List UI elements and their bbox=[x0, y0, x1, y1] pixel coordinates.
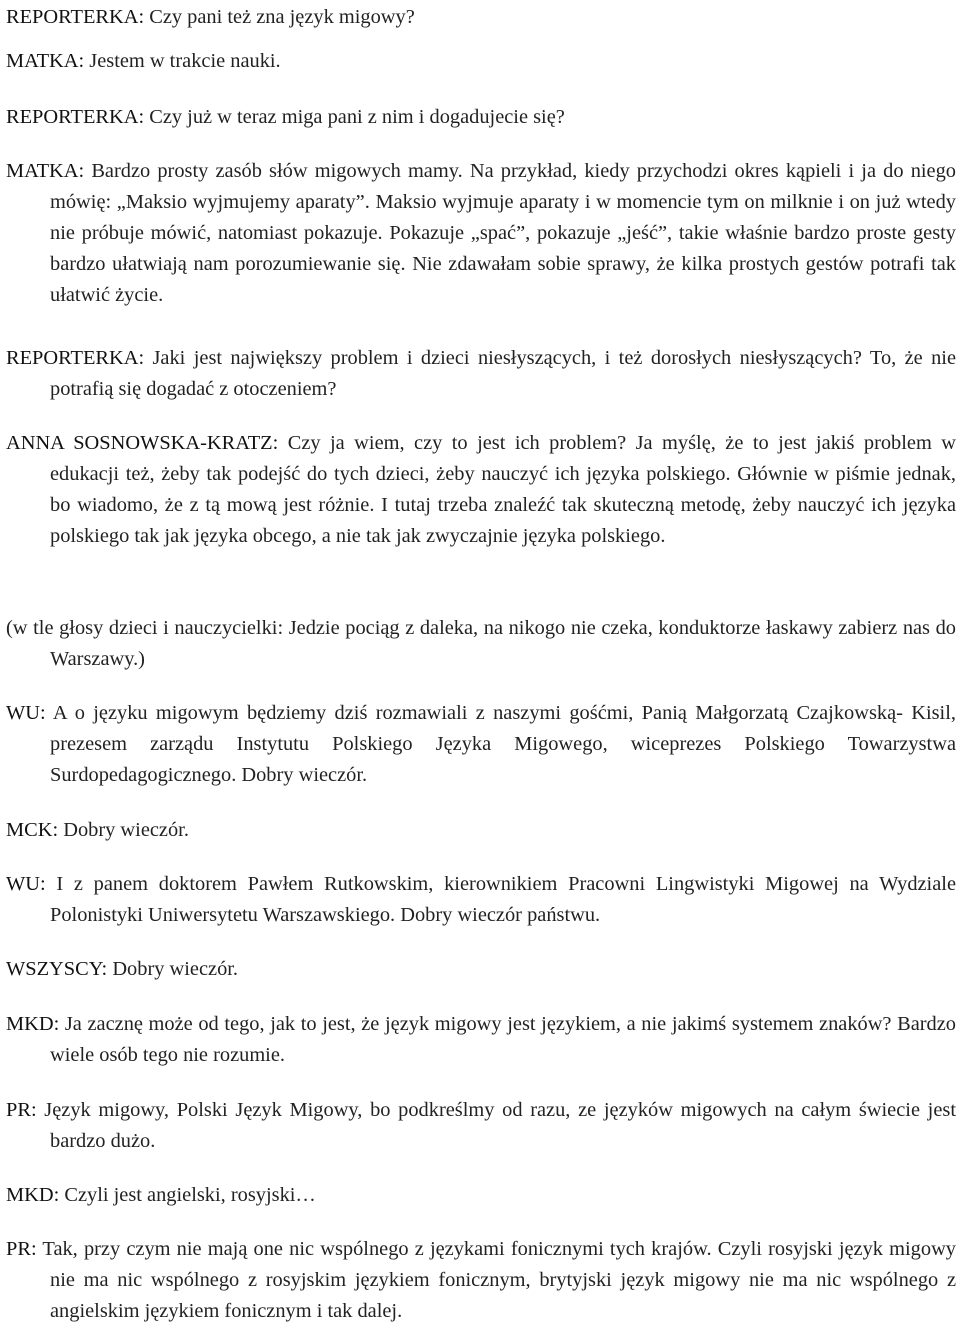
paragraph-wu-1 bbox=[6, 698, 956, 791]
speaker-label: WSZYSCY: bbox=[6, 958, 108, 980]
paragraph-text: Jestem w trakcie nauki. bbox=[84, 50, 281, 72]
speaker-label: WU: bbox=[6, 702, 46, 724]
speaker-label: PR: bbox=[6, 1238, 37, 1260]
paragraph-pr-2 bbox=[6, 1234, 956, 1327]
speaker-label: REPORTERKA: bbox=[6, 347, 145, 369]
speaker-label: ANNA SOSNOWSKA-KRATZ: bbox=[6, 432, 279, 454]
paragraph-text: Bardzo prosty zasób słów migowych mamy. Na przykład, kiedy przychodzi okres kąpieli i ja do niego mówię: „Maksio wyjmujemy aparaty”. Maksio wyjmuje aparaty i w momencie tym on milknie i on już wtedy nie próbuje mówić, natomiast pokazuje. Pokazuje „spać”, pokazuje „jeść”, takie właśnie bardzo proste gesty bardzo ułatwiają nam porozumiewanie się. Nie zdawałam sobie sprawy, że kilka prostych gestów potrafi tak ułatwić życie. bbox=[50, 160, 956, 306]
paragraph-text: Dobry wieczór. bbox=[107, 958, 239, 980]
paragraph-reporterka-1 bbox=[6, 2, 956, 33]
paragraph-reporterka-2 bbox=[6, 102, 956, 133]
paragraph-matka-1 bbox=[6, 46, 956, 77]
paragraph-text: Czyli jest angielski, rosyjski… bbox=[59, 1184, 316, 1206]
paragraph-mkd-1 bbox=[6, 1009, 956, 1071]
speaker-label: WU: bbox=[6, 873, 46, 895]
speaker-label: MKD: bbox=[6, 1184, 60, 1206]
speaker-label: PR: bbox=[6, 1099, 37, 1121]
paragraph-text: Ja zacznę może od tego, jak to jest, że język migowy jest językiem, a nie jakimś systemem znaków? Bardzo wiele osób tego nie rozumie. bbox=[50, 1013, 956, 1066]
paragraph-text: Dobry wieczór. bbox=[58, 819, 189, 841]
paragraph-wu-2 bbox=[6, 869, 956, 931]
paragraph-pr-1 bbox=[6, 1095, 956, 1157]
speaker-label: MATKA: bbox=[6, 50, 85, 72]
paragraph-background-voices bbox=[6, 613, 956, 675]
paragraph-text: Jaki jest największy problem i dzieci niesłyszących, i też dorosłych niesłyszących? To, że nie potrafią się dogadać z otoczeniem? bbox=[50, 347, 956, 400]
paragraph-reporterka-3 bbox=[6, 343, 956, 405]
paragraph-mck bbox=[6, 815, 956, 846]
paragraph-text: Czy już w teraz miga pani z nim i dogadujecie się? bbox=[144, 106, 565, 128]
speaker-label: MKD: bbox=[6, 1013, 60, 1035]
paragraph-anna-sosnowska-kratz bbox=[6, 428, 956, 552]
paragraph-text: Czy ja wiem, czy to jest ich problem? Ja myślę, że to jest jakiś problem w edukacji też, żeby tak podejść do tych dzieci, żeby nauczyć ich języka polskiego. Głównie w piśmie jednak, bo wiadomo, że z tą mową jest różnie. I tutaj trzeba znaleźć tak skuteczną metodę, żeby nauczyć ich języka polskiego tak jak języka obcego, a nie tak jak zwyczajnie języka polskiego. bbox=[50, 432, 956, 547]
paragraph-text: (w tle głosy dzieci i nauczycielki: Jedzie pociąg z daleka, na nikogo nie czeka, konduktorze łaskawy zabierz nas do Warszawy.) bbox=[6, 617, 956, 670]
speaker-label: REPORTERKA: bbox=[6, 106, 145, 128]
paragraph-text: Tak, przy czym nie mają one nic wspólnego z językami fonicznymi tych krajów. Czyli rosyjski język migowy nie ma nic wspólnego z rosyjskim językiem fonicznym, brytyjski język migowy nie ma nic wspólnego z angielskim językiem fonicznym i tak dalej. bbox=[36, 1238, 956, 1322]
speaker-label: MCK: bbox=[6, 819, 59, 841]
paragraph-mkd-2 bbox=[6, 1180, 956, 1211]
paragraph-text: Czy pani też zna język migowy? bbox=[144, 6, 415, 28]
paragraph-text: I z panem doktorem Pawłem Rutkowskim, kierownikiem Pracowni Lingwistyki Migowej na Wydziale Polonistyki Uniwersytetu Warszawskiego. Dobry wieczór państwu. bbox=[45, 873, 956, 926]
paragraph-matka-2 bbox=[6, 156, 956, 311]
paragraph-wszyscy bbox=[6, 954, 956, 985]
speaker-label: REPORTERKA: bbox=[6, 6, 145, 28]
paragraph-text: A o języku migowym będziemy dziś rozmawiali z naszymi gośćmi, Panią Małgorzatą Czajkowską- Kisil, prezesem zarządu Instytutu Polskiego Języka Migowego, wiceprezes Polskiego Towarzystwa Surdopedagogicznego. Dobry wieczór. bbox=[45, 702, 956, 786]
paragraph-text: Język migowy, Polski Język Migowy, bo podkreślmy od razu, ze języków migowych na całym świecie jest bardzo dużo. bbox=[36, 1099, 956, 1152]
speaker-label: MATKA: bbox=[6, 160, 85, 182]
